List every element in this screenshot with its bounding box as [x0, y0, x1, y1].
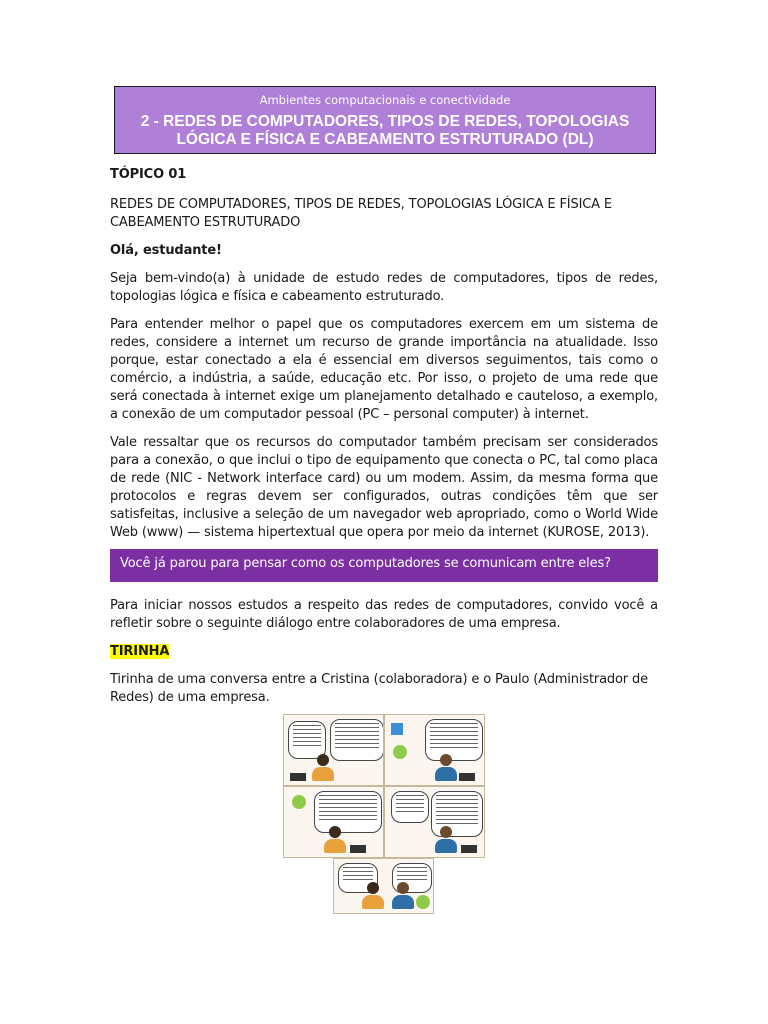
wifi-icon [292, 795, 306, 809]
question-banner: Você já parou para pensar como os computadores se comunicam entre eles? [110, 549, 658, 582]
monitor-icon [461, 845, 477, 853]
document-body [110, 166, 658, 542]
paragraph-2: Para entender melhor o papel que os computadores exercem em um sistema de redes, considere a internet um recurso de grande importância na atualidade. Isso porque, estar conectado a ela é essencial em diversos seguimentos, tais como o comércio, a indústria, a saúde, educação etc. Por isso, o projeto de uma rede que será conectada à internet exige um planejamento detalhado e cauteloso, a exemplo, a conexão de um computador pessoal (PC – personal computer) à internet. [110, 317, 658, 422]
paragraph-1: Seja bem-vindo(a) à unidade de estudo redes de computadores, tipos de redes, topologias lógica e física e cabeamento estruturado. [110, 271, 658, 304]
windows-icon [391, 723, 403, 735]
header-title: 2 - REDES DE COMPUTADORES, TIPOS DE REDES, TOPOLOGIAS LÓGICA E FÍSICA E CABEAMENTO ESTRUTURADO (DL) [140, 113, 630, 148]
comic-panel-5 [333, 858, 434, 914]
speech-bubble [391, 791, 429, 823]
wifi-icon [416, 895, 430, 909]
cristina-figure [362, 882, 384, 909]
comic-panel-1 [283, 714, 384, 786]
paulo-figure [435, 826, 457, 853]
comic-panel-3 [283, 786, 384, 858]
header-subtitle: Ambientes computacionais e conectividade [259, 93, 511, 107]
wifi-icon [393, 745, 407, 759]
cristina-figure [312, 754, 334, 781]
header-box [114, 86, 656, 154]
monitor-icon [459, 773, 475, 781]
comic-panel-4 [384, 786, 485, 858]
greeting: Olá, estudante! [110, 243, 222, 258]
tirinha-heading [110, 643, 658, 661]
laptop-icon [290, 773, 306, 781]
topic-label: TÓPICO 01 [110, 167, 187, 182]
paulo-figure [392, 882, 414, 909]
tirinha-description: Tirinha de uma conversa entre a Cristina (colaboradora) e o Paulo (Administrador de Redes) de uma empresa. [110, 672, 648, 705]
tirinha-label: TIRINHA [110, 644, 170, 659]
paragraph-3: Vale ressaltar que os recursos do computador também precisam ser considerados para a conexão, o que inclui o tipo de equipamento que conecta o PC, tal como placa de rede (NIC - Network interface card) ou um modem. Assim, da mesma forma que protocolos e regras devem ser configurados, outras condições têm que ser satisfeitas, inclusive a seleção de um navegador web apropriado, como o World Wide Web (www) — sistema hipertextual que opera por meio da internet (KUROSE, 2013). [110, 435, 658, 540]
comic-strip-image [283, 714, 485, 914]
laptop-icon [350, 845, 366, 853]
paulo-figure [435, 754, 457, 781]
topic-title: REDES DE COMPUTADORES, TIPOS DE REDES, TOPOLOGIAS LÓGICA E FÍSICA E CABEAMENTO ESTRUTURADO [110, 197, 612, 230]
cristina-figure [324, 826, 346, 853]
comic-panel-2 [384, 714, 485, 786]
document-body-lower [110, 597, 658, 707]
intro-paragraph: Para iniciar nossos estudos a respeito das redes de computadores, convido você a refletir sobre o seguinte diálogo entre colaboradores de uma empresa. [110, 598, 658, 631]
speech-bubble [330, 719, 384, 761]
